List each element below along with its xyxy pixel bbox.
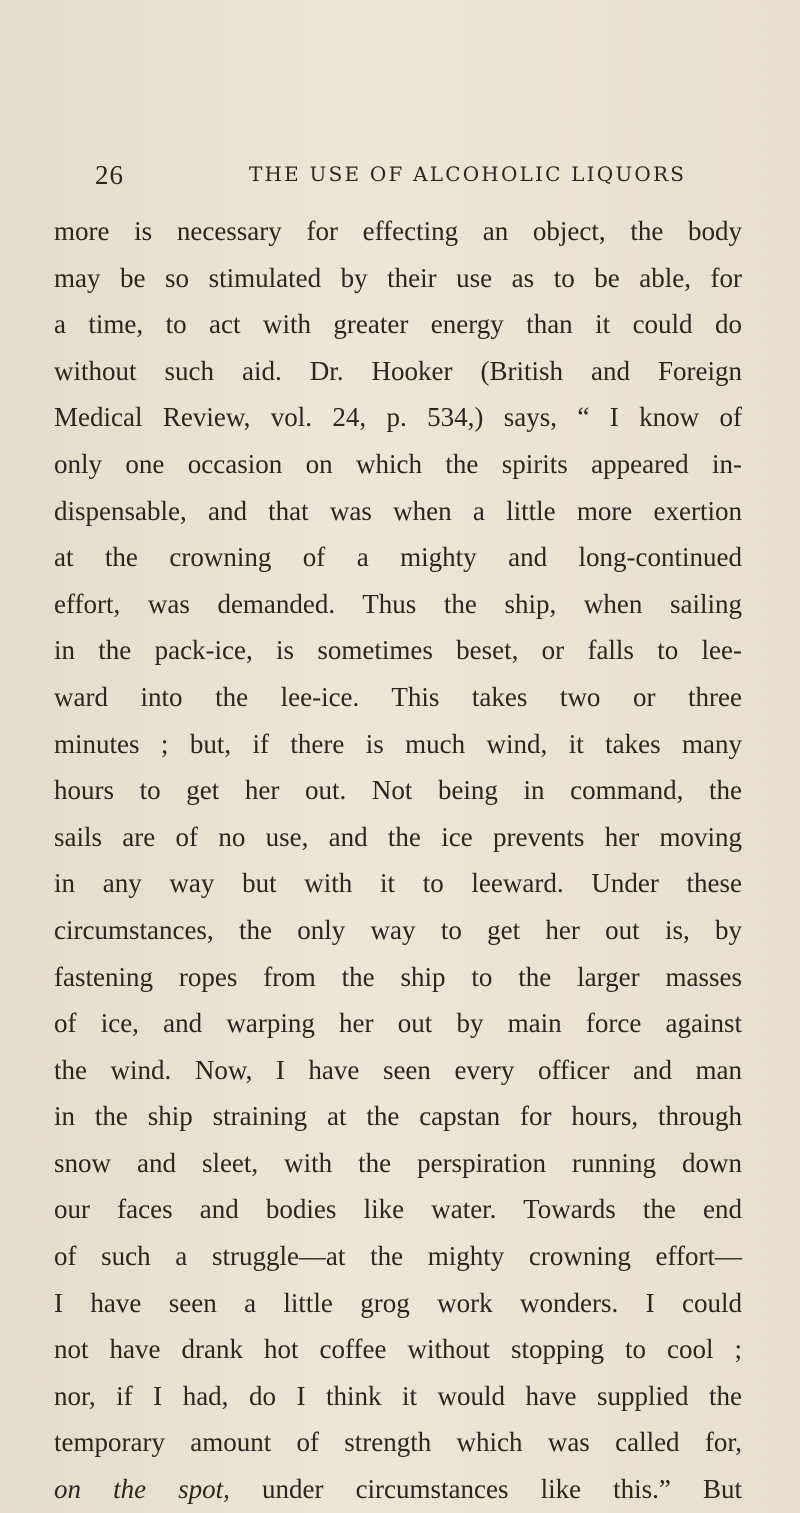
text-line: at the crowning of a mighty and long-continued — [54, 542, 742, 573]
text-line: of such a struggle—at the mighty crowning effort— — [54, 1241, 742, 1272]
text-line: fastening ropes from the ship to the larger masses — [54, 961, 742, 992]
text-line: not have drank hot coffee without stopping to cool ; — [54, 1334, 742, 1365]
text-line: our faces and bodies like water. Towards the end — [54, 1194, 742, 1225]
text-line: nor, if I had, do I think it would have supplied the — [54, 1380, 742, 1411]
text-line-last — [54, 1466, 742, 1513]
text-line: a time, to act with greater energy than it could do — [54, 309, 742, 340]
text-line: the wind. Now, I have seen every officer and man — [54, 1054, 742, 1085]
running-title: THE USE OF ALCOHOLIC LIQUORS — [249, 162, 687, 186]
text-line: only one occasion on which the spirits appeared in- — [54, 448, 742, 479]
text-line: may be so stimulated by their use as to be able, for — [54, 262, 742, 293]
text-line: effort, was demanded. Thus the ship, when sailing — [54, 588, 742, 619]
text-line: without such aid. Dr. Hooker (British and Foreign — [54, 355, 742, 386]
text-line: dispensable, and that was when a little more exertion — [54, 495, 742, 526]
text-line: ward into the lee-ice. This takes two or three — [54, 681, 742, 712]
italic-phrase: on the spot, — [54, 1474, 230, 1505]
text-line: Medical Review, vol. 24, p. 534,) says, “ I know of — [54, 402, 742, 433]
line-remainder: under circumstances like this.” But — [229, 1474, 742, 1505]
text-line: circumstances, the only way to get her out is, by — [54, 914, 742, 945]
text-line: I have seen a little grog work wonders. I could — [54, 1287, 742, 1318]
text-line: hours to get her out. Not being in command, the — [54, 775, 742, 806]
text-line: snow and sleet, with the perspiration running down — [54, 1147, 742, 1178]
text-line: more is necessary for effecting an object, the body — [54, 216, 742, 246]
page-header — [95, 160, 745, 190]
page-number: 26 — [95, 160, 124, 190]
text-line: of ice, and warping her out by main force against — [54, 1008, 742, 1039]
text-line: sails are of no use, and the ice prevents her moving — [54, 821, 742, 852]
text-line: in the ship straining at the capstan for hours, through — [54, 1101, 742, 1132]
text-line: temporary amount of strength which was called for, — [54, 1427, 742, 1458]
text-line: minutes ; but, if there is much wind, it takes many — [54, 728, 742, 759]
text-line: in any way but with it to leeward. Under these — [54, 868, 742, 899]
text-line: in the pack-ice, is sometimes beset, or falls to lee- — [54, 635, 742, 666]
body-text — [54, 208, 742, 1513]
